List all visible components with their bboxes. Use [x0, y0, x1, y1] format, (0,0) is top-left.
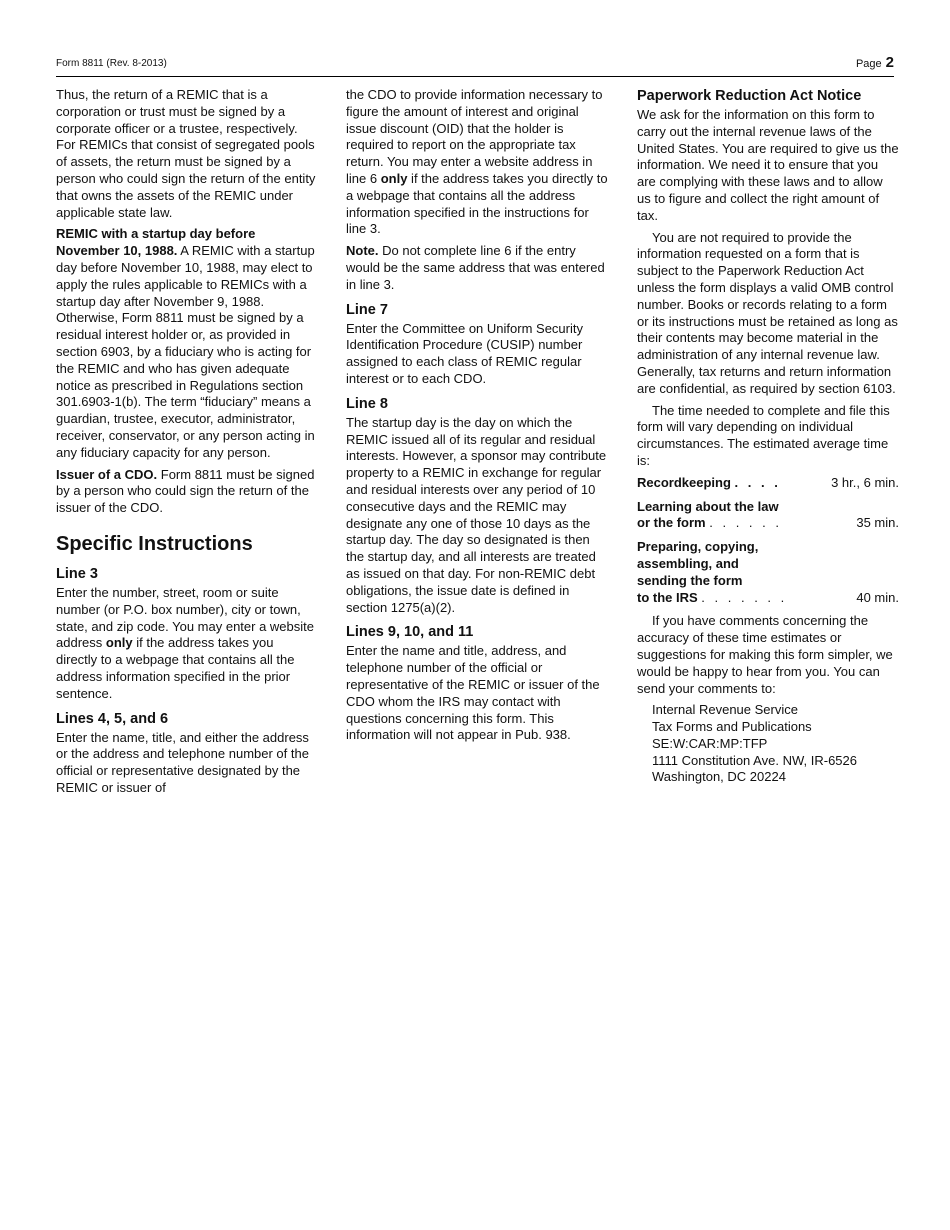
lines456-heading: Lines 4, 5, and 6	[56, 710, 169, 727]
time-row-label	[637, 475, 831, 492]
page-header	[56, 54, 894, 77]
note-text: Do not complete line 6 if the entry would be the same address that was entered in line 3.	[346, 243, 605, 292]
time-value: 40 min.	[856, 589, 899, 605]
lines91011-heading: Lines 9, 10, and 11	[346, 624, 474, 641]
column-2	[346, 87, 608, 749]
leader-dots: . . . . . . .	[701, 589, 788, 605]
line8-heading: Line 8	[346, 395, 388, 412]
time-row-preparing	[637, 539, 899, 606]
lines456-cont-a: the CDO to provide information necessary to figure the amount of interest and original issue discount (OID) that the holder is required to report on the appropriate tax return. You may enter a website address in line 6	[346, 87, 603, 186]
leader-dots: . . . .	[734, 474, 781, 490]
line3-heading: Line 3	[56, 565, 98, 582]
lines91011-paragraph: Enter the name and title, address, and telephone number of the official or representative of the REMIC or issuer of the CDO whom the IRS may contact with questions concerning this form. This information will not appear in Pub. 938.	[346, 643, 600, 743]
time-label-line: Learning about the law	[637, 498, 779, 514]
cdo-issuer-heading: Issuer of a CDO.	[56, 466, 158, 482]
time-label-line: Preparing, copying,	[637, 539, 759, 555]
address-line: 1111 Constitution Ave. NW, IR-6526	[652, 752, 857, 768]
page-indicator	[856, 54, 894, 71]
line3-only: only	[105, 635, 133, 651]
line7-paragraph: Enter the Committee on Uniform Security Identification Procedure (CUSIP) number assigned to each class of REMIC regular interest or to each CDO.	[346, 320, 583, 386]
lines456-only: only	[380, 170, 408, 186]
pra-paragraph-4: If you have comments concerning the accuracy of these time estimates or suggestions for making this form simpler, we would be happy to hear from you. You can send your comments to:	[637, 613, 893, 696]
column-3	[637, 87, 899, 786]
irs-address	[637, 702, 899, 786]
specific-instructions-heading: Specific Instructions	[56, 532, 253, 555]
time-label-line: to the IRS	[637, 589, 698, 605]
time-row-label	[637, 539, 856, 606]
remic-startup-text: A REMIC with a startup day before November 10, 1988, may elect to apply the rules applicable to REMICs with a startup day after November 9, 1988. Otherwise, Form 8811 must be signed by a residual interest holder or, as provided in section 6903, by a fiduciary who is acting for the REMIC and who has given adequate notice as prescribed in Regulations section 301.6903-1(b). The term “fiduciary” means a guardian, trustee, executor, administrator, receiver, conservator, or any person acting in any fiduciary capacity for any person.	[56, 243, 315, 460]
remic-startup-paragraph	[56, 226, 316, 461]
lines456-paragraph: Enter the name, title, and either the address or the address and telephone number of the official or representative designated by the REMIC or issuer of	[56, 729, 309, 795]
form-id: Form 8811 (Rev. 8-2013)	[56, 58, 167, 69]
pra-heading: Paperwork Reduction Act Notice	[637, 88, 862, 104]
column-1	[56, 87, 316, 802]
address-line: Internal Revenue Service	[652, 702, 798, 718]
note-label: Note.	[346, 243, 379, 259]
page-label: Page	[855, 58, 882, 70]
time-row-recordkeeping	[637, 475, 899, 492]
line8-paragraph: The startup day is the day on which the REMIC issued all of its regular and residual interests. However, a sponsor may contribute property to a REMIC in exchange for regular and residual interests over any period of 10 consecutive days and the REMIC may designate any one of those 10 days as the startup day. The day so designated is then the startup day, and all interests are treated as issued on that day. For non-REMIC debt obligations, the issue date is defined in section 1275(a)(2).	[346, 414, 607, 615]
leader-dots: . . . . . .	[709, 515, 782, 531]
page-number: 2	[885, 54, 894, 71]
time-label-line: or the form	[637, 515, 706, 531]
line3-text-b: if the address takes you directly to a webpage that contains all the address information specified in the prior sentence.	[56, 635, 295, 701]
pra-paragraph-1: We ask for the information on this form to carry out the internal revenue laws of the United States. You are required to give us the information. We need it to ensure that you are complying with these laws and to allow us to figure and collect the right amount of tax.	[637, 107, 899, 223]
time-row-label	[637, 499, 856, 533]
address-line: SE:W:CAR:MP:TFP	[652, 735, 768, 751]
address-line: Tax Forms and Publications	[652, 719, 812, 735]
line7-heading: Line 7	[346, 301, 388, 318]
time-label-line: sending the form	[637, 572, 743, 588]
time-label-line: Recordkeeping	[637, 474, 731, 490]
remic-startup-heading: REMIC with a startup day before November 10, 1988.	[56, 226, 256, 259]
line3-paragraph	[56, 585, 316, 703]
time-value: 3 hr., 6 min.	[831, 474, 899, 490]
cdo-issuer-paragraph	[56, 467, 316, 517]
lines456-cont-b: if the address takes you directly to a webpage that contains all the address information specified in the instructions for line 3.	[346, 170, 608, 237]
lines456-continued	[346, 87, 608, 238]
cdo-issuer-text: Form 8811 must be signed by a person who could sign the return of the issuer of the CDO.	[56, 466, 315, 516]
address-line: Washington, DC 20224	[652, 769, 786, 785]
time-label-line: assembling, and	[637, 555, 739, 571]
pra-paragraph-2: You are not required to provide the information requested on a form that is subject to the Paperwork Reduction Act unless the form displays a valid OMB control number. Books or records relating to a form or its instructions must be retained as long as their contents may become material in the administration of any internal revenue law. Generally, tax returns and return information are confidential, as required by section 6103.	[637, 229, 898, 396]
time-row-learning	[637, 499, 899, 533]
time-value: 35 min.	[856, 515, 899, 531]
signing-paragraph: Thus, the return of a REMIC that is a corporation or trust must be signed by a corporate officer or a trustee, respectively. For REMICs that consist of segregated pools of assets, the return must be signed by a person who could sign the return of the entity that owns the assets of the REMIC under applicable state law.	[56, 87, 316, 220]
line3-text-a: Enter the number, street, room or suite number (or P.O. box number), city or town, state, and zip code. You may enter a website address	[56, 584, 315, 651]
note-paragraph	[346, 243, 608, 293]
pra-paragraph-3: The time needed to complete and file this form will vary depending on individual circumstances. The estimated average time is:	[637, 402, 890, 468]
